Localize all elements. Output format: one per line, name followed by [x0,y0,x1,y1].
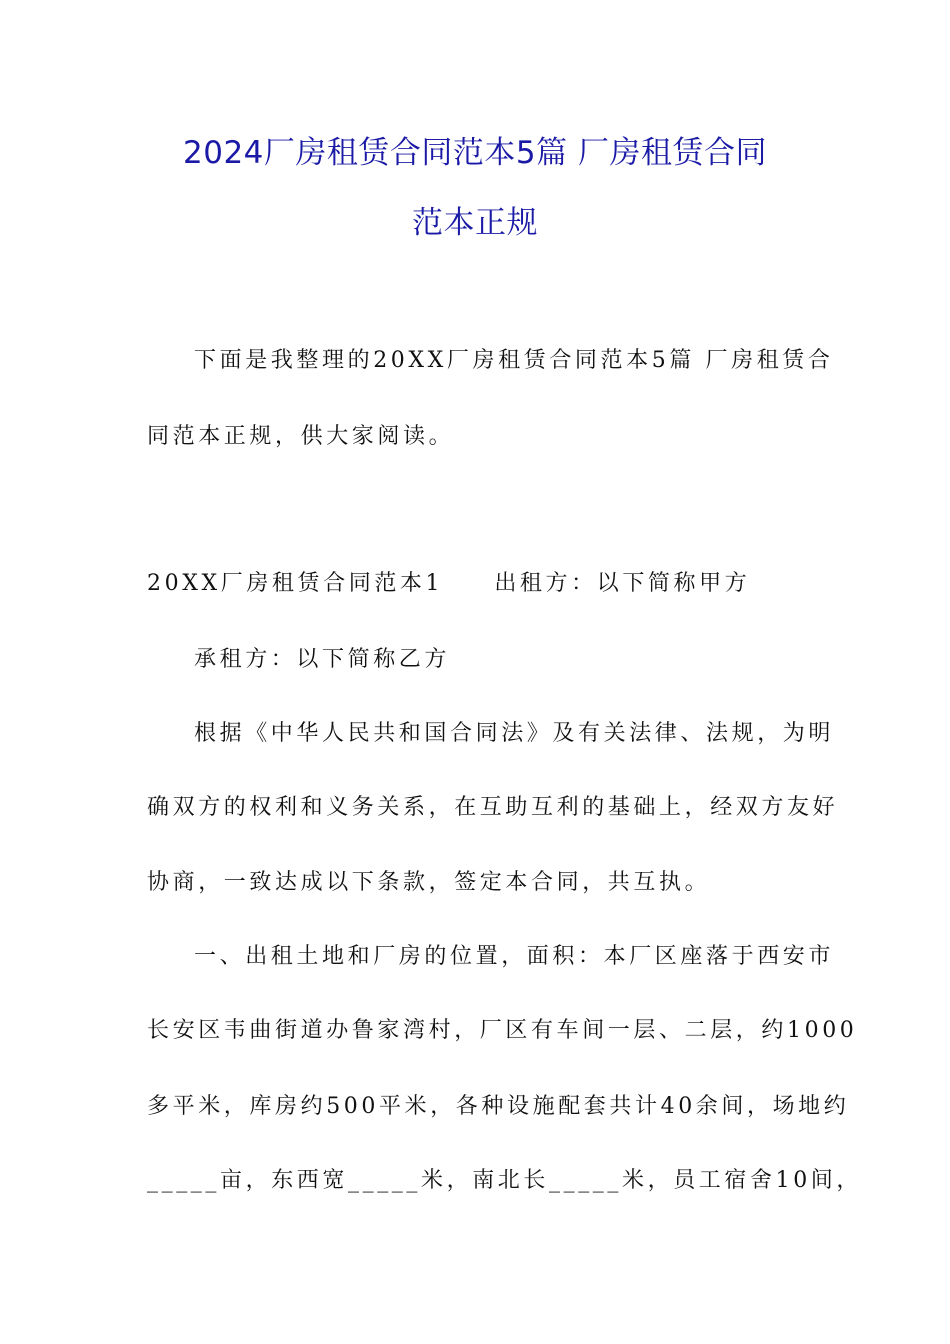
section-heading-line: 20XX厂房租赁合同范本1 出租方：以下简称甲方 [147,571,751,596]
clause-line-4: _____亩，东西宽_____米，南北长_____米，员工宿舍10间， [147,1168,862,1193]
clause-line-2: 长安区韦曲街道办鲁家湾村，厂区有车间一层、二层，约1000 [147,1018,858,1043]
intro-line-2: 同范本正规，供大家阅读。 [147,424,455,449]
intro-line-1: 下面是我整理的20XX厂房租赁合同范本5篇 厂房租赁合 [194,348,834,373]
document-title-line-1: 2024厂房租赁合同范本5篇 厂房租赁合同 [183,135,767,171]
document-title-line-2: 范本正规 [412,205,538,241]
paragraph-line-3: 协商，一致达成以下条款，签定本合同，共互执。 [147,870,711,895]
paragraph-line-2: 确双方的权利和义务关系，在互助互利的基础上，经双方友好 [147,795,839,820]
clause-line-3: 多平米，库房约500平米，各种设施配套共计40余间，场地约 [147,1094,850,1119]
lessee-line: 承租方：以下简称乙方 [194,647,451,672]
paragraph-line-1: 根据《中华人民共和国合同法》及有关法律、法规，为明 [194,721,835,746]
clause-line-1: 一、出租土地和厂房的位置，面积：本厂区座落于西安市 [194,944,835,969]
